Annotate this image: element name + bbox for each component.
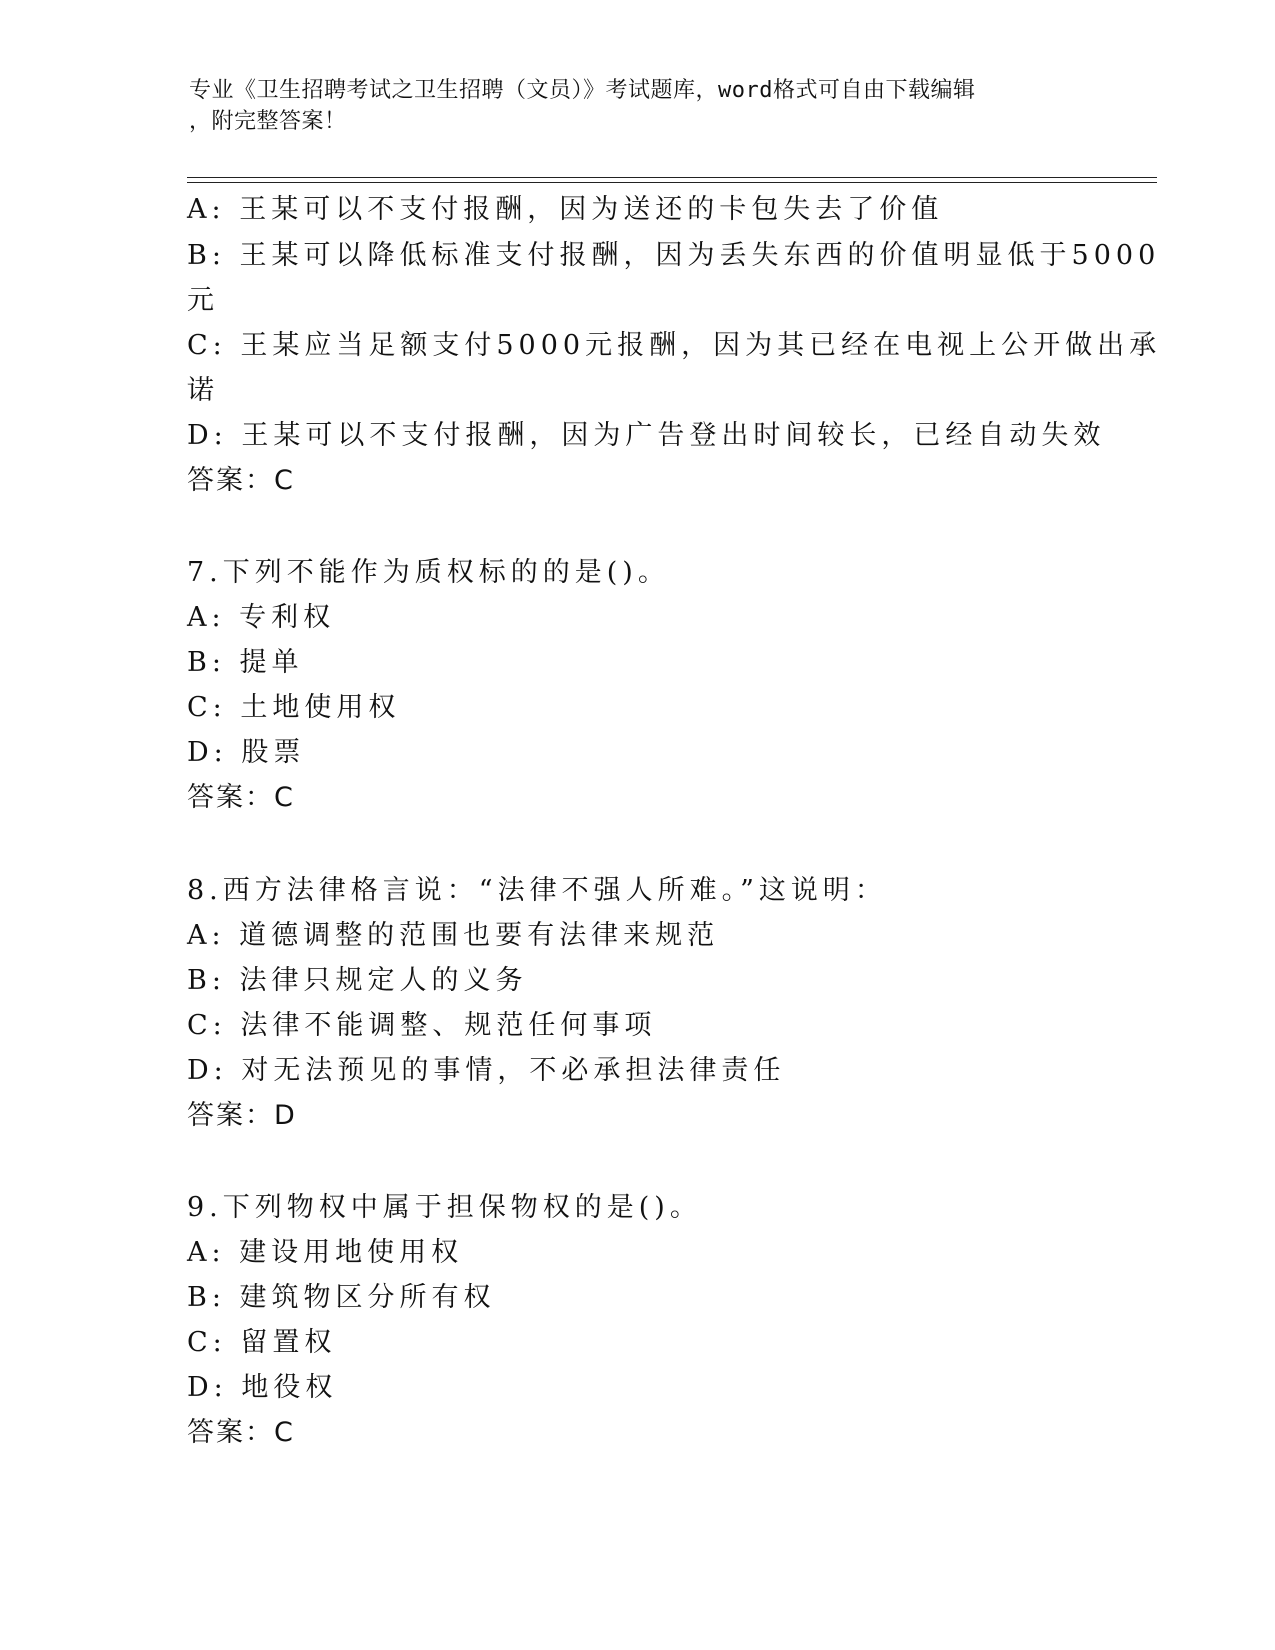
q9-option-c: C: 留置权 — [187, 1327, 337, 1358]
q6-option-a-text: 王某可以不支付报酬，因为送还的卡包失去了价值 — [239, 194, 944, 225]
q6-option-a-label: A: — [187, 194, 226, 225]
document-header-line-2: ，附完整答案！ — [189, 109, 347, 134]
q7-option-a: A: 专利权 — [187, 602, 336, 633]
q7-answer: 答案：C — [187, 782, 295, 813]
q8-option-a: A: 道德调整的范围也要有法律来规范 — [187, 920, 720, 951]
q7-option-c: C: 土地使用权 — [187, 692, 401, 723]
q8-answer: 答案：D — [187, 1100, 297, 1131]
q6-option-b-label: B: — [187, 240, 226, 271]
q6-option-d — [187, 418, 1105, 454]
q9-option-d: D: 地役权 — [187, 1372, 338, 1403]
q6-option-c-text: 王某应当足额支付5000元报酬，因为其已经在电视上公开做出承 — [240, 330, 1162, 361]
q9-question: 9.下列物权中属于担保物权的是()。 — [187, 1192, 702, 1223]
q8-option-d: D: 对无法预见的事情，不必承担法律责任 — [187, 1055, 786, 1086]
q7-option-b: B: 提单 — [187, 647, 304, 678]
document-header-line-1: 专业《卫生招聘考试之卫生招聘（文员）》考试题库，word格式可自由下载编辑 — [189, 78, 976, 103]
q9-option-b: B: 建筑物区分所有权 — [187, 1282, 496, 1313]
q6-option-d-text: 王某可以不支付报酬，因为广告登出时间较长，已经自动失效 — [241, 420, 1106, 451]
q8-option-c: C: 法律不能调整、规范任何事项 — [187, 1010, 657, 1041]
q6-answer: 答案：C — [187, 465, 295, 496]
q7-question: 7.下列不能作为质权标的的是()。 — [187, 557, 670, 588]
q9-option-a: A: 建设用地使用权 — [187, 1237, 464, 1268]
q6-option-b-line-2: 元 — [187, 285, 219, 316]
header-rule-bottom — [187, 182, 1157, 183]
q6-option-b-line-1 — [187, 238, 1160, 274]
q6-option-d-label: D: — [187, 420, 228, 451]
q6-option-c-line-1 — [187, 328, 1161, 364]
q7-option-d: D: 股票 — [187, 737, 306, 768]
q6-option-a — [187, 192, 943, 228]
q8-question: 8.西方法律格言说：“法律不强人所难。”这说明： — [187, 875, 887, 906]
q6-option-c-line-2: 诺 — [187, 375, 219, 406]
q9-answer: 答案：C — [187, 1417, 295, 1448]
q6-option-b-text: 王某可以降低标准支付报酬，因为丢失东西的价值明显低于5000 — [239, 240, 1161, 271]
header-rule-top — [187, 177, 1157, 178]
q8-option-b: B: 法律只规定人的义务 — [187, 965, 528, 996]
q6-option-c-label: C: — [187, 330, 227, 361]
